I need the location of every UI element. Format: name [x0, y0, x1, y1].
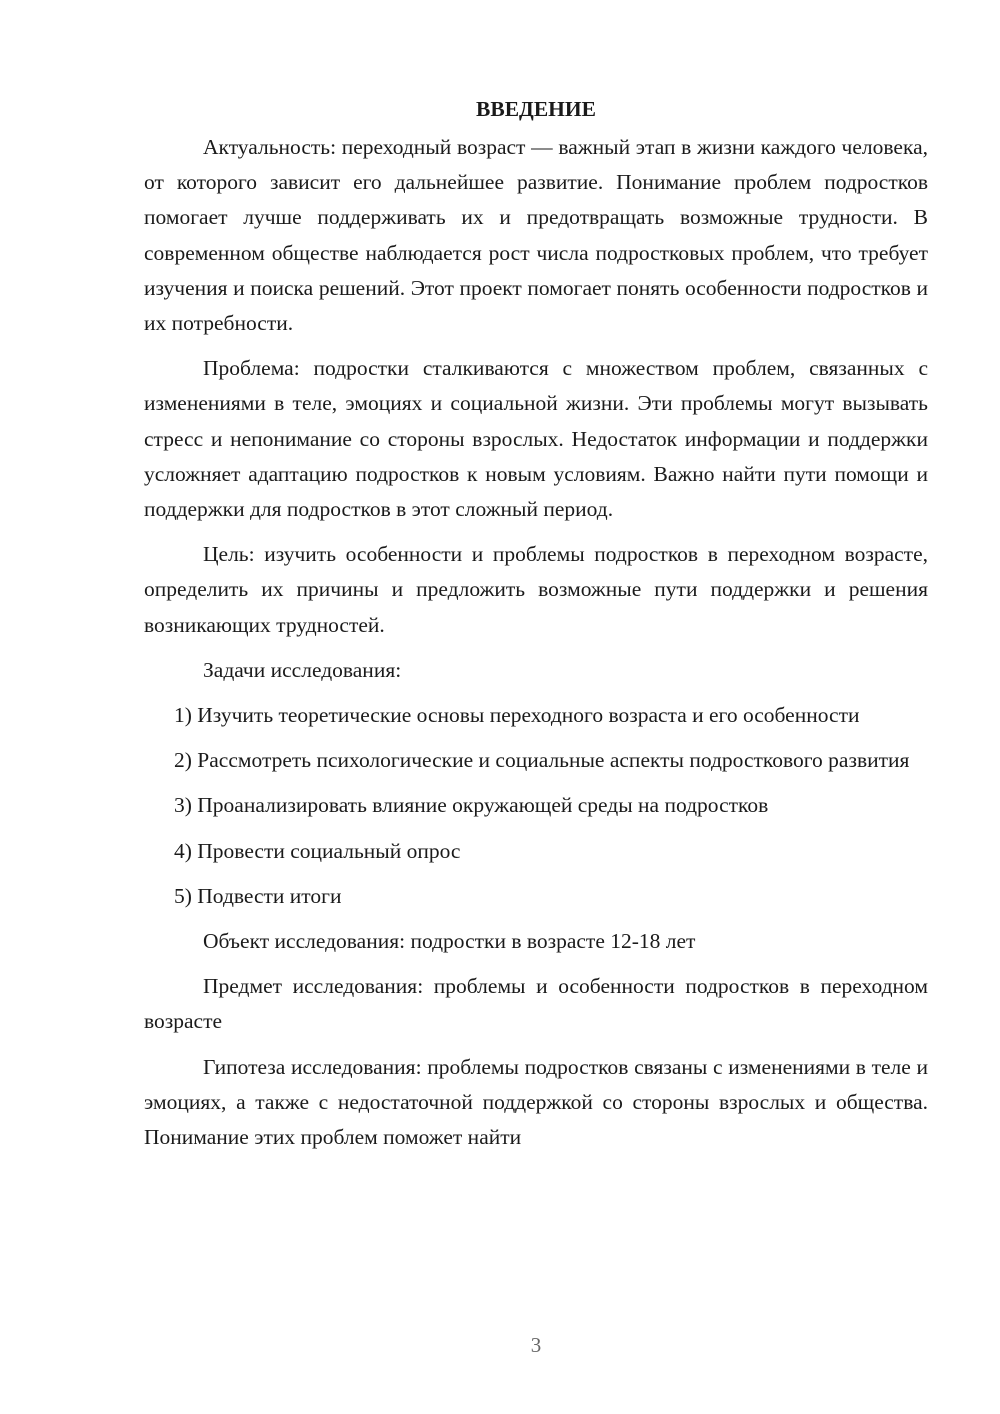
task-item: 3) Проанализировать влияние окружающей среды на подростков [174, 793, 769, 818]
section-heading: ВВЕДЕНИЕ [476, 97, 596, 121]
task-item: 4) Провести социальный опрос [174, 838, 461, 863]
tasks-list [144, 698, 928, 914]
paragraph-object: Объект исследования: подростки в возрасте 12-18 лет [203, 929, 696, 954]
task-item: 1) Изучить теоретические основы переходного возраста и его особенности [174, 703, 860, 728]
paragraph-relevance: Актуальность: переходный возраст — важный этап в жизни каждого человека, от которого зависит его дальнейшее развитие. Понимание проблем подростков помогает лучше поддерживать их и предотвращать возможные трудности. В современном обществе наблюдается рост числа подростковых проблем, что требует изучения и поиска решений. Этот проект помогает понять особенности подростков и их потребности. [144, 135, 928, 336]
tasks-heading: Задачи исследования: [203, 657, 402, 682]
task-item: 2) Рассмотреть психологические и социальные аспекты подросткового развития [174, 748, 910, 773]
paragraph-hypothesis: Гипотеза исследования: проблемы подростков связаны с изменениями в теле и эмоциях, а также с недостаточной поддержкой со стороны взрослых и общества. Понимание этих проблем поможет найти [144, 1054, 928, 1150]
page-content [144, 92, 928, 1155]
paragraph-subject: Предмет исследования: проблемы и особенности подростков в переходном возрасте [144, 974, 928, 1034]
task-item: 5) Подвести итоги [174, 883, 342, 908]
paragraph-problem: Проблема: подростки сталкиваются с множеством проблем, связанных с изменениями в теле, эмоциях и социальной жизни. Эти проблемы могут вызывать стресс и непонимание со стороны взрослых. Недостаток информации и поддержки усложняет адаптацию подростков к новым условиям. Важно найти пути помощи и поддержки для подростков в этот сложный период. [144, 356, 928, 522]
page-number: 3 [530, 1333, 542, 1357]
paragraph-goal: Цель: изучить особенности и проблемы подростков в переходном возрасте, определить их причины и предложить возможные пути поддержки и решения возникающих трудностей. [144, 542, 928, 637]
